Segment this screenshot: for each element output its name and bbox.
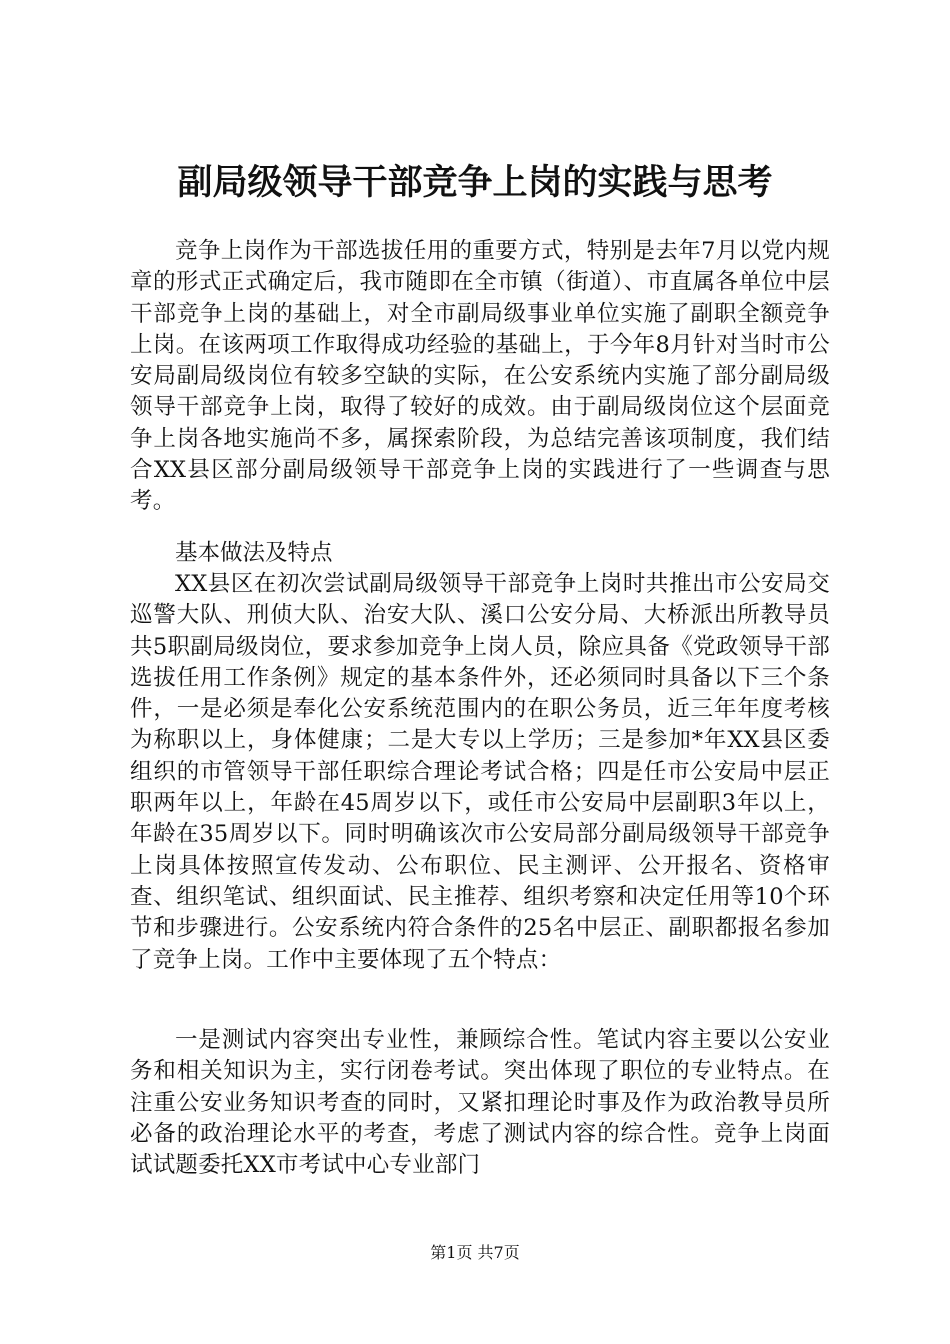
document-title: 副局级领导干部竞争上岗的实践与思考 <box>177 162 773 203</box>
paragraph-intro <box>130 236 830 518</box>
paragraph-text: 竞争上岗作为干部选拔任用的重要方式，特别是去年7月以党内规章的形式正式确定后，我市随即在全市镇（街道）、市直属各单位中层干部竞争上岗的基础上，对全市副局级事业单位实施了副职全额竞争上岗。在该两项工作取得成功经验的基础上，于今年8月针对当时市公安局副局级岗位有较多空缺的实际，在公安系统内实施了部分副局级领导干部竞争上岗，取得了较好的成效。由于副局级岗位这个层面竞争上岗各地实施尚不多，属探索阶段，为总结完善该项制度，我们结合XX县区部分副局级领导干部竞争上岗的实践进行了一些调查与思考。 <box>130 238 830 515</box>
page-footer: 第1页 共7页 <box>430 1243 520 1262</box>
paragraph-feature-one <box>130 1025 830 1181</box>
paragraph-text: XX县区在初次尝试副局级领导干部竞争上岗时共推出市公安局交巡警大队、刑侦大队、治安大队、溪口公安分局、大桥派出所教导员共5职副局级岗位，要求参加竞争上岗人员，除应具备《党政领导干部选拔任用工作条例》规定的基本条件外，还必须同时具备以下三个条件，一是必须是奉化公安系统范围内的在职公务员，近三年年度考核为称职以上，身体健康；二是大专以上学历；三是参加*年XX县区委组织的市管领导干部任职综合理论考试合格；四是任市公安局中层正职两年以上，年龄在45周岁以下，或任市公安局中层副职3年以上，年龄在35周岁以下。同时明确该次市公安局部分副局级领导干部竞争上岗具体按照宣传发动、公布职位、民主测评、公开报名、资格审查、组织笔试、组织面试、民主推荐、组织考察和决定任用等10个环节和步骤进行。公安系统内符合条件的25名中层正、副职都报名参加了竞争上岗。工作中主要体现了五个特点： <box>130 571 830 973</box>
paragraph-text: 一是测试内容突出专业性，兼顾综合性。笔试内容主要以公安业务和相关知识为主，实行闭卷考试。突出体现了职位的专业特点。在注重公安业务知识考查的同时，又紧扣理论时事及作为政治教导员所必备的政治理论水平的考查，考虑了测试内容的综合性。竞争上岗面试试题委托XX市考试中心专业部门 <box>130 1027 830 1179</box>
section-heading: 基本做法及特点 <box>175 540 333 566</box>
paragraph-practice <box>130 569 830 976</box>
